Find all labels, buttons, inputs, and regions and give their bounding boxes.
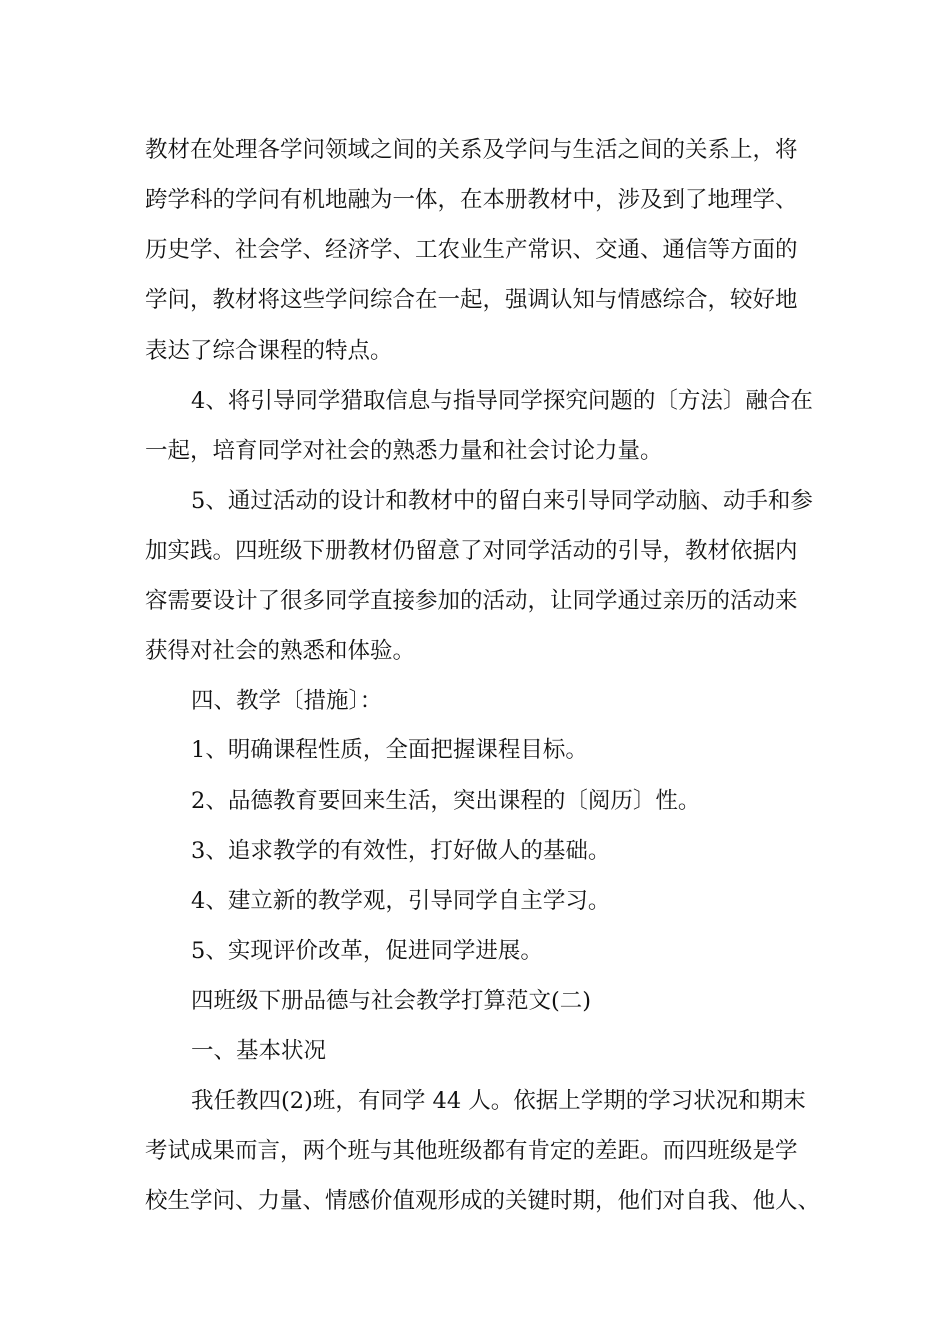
text-line: 历史学、社会学、经济学、工农业生产常识、交通、通信等方面的 [145,237,798,263]
list-item: 2、品德教育要回来生活，突出课程的〔阅历〕性。 [191,788,701,814]
section-heading: 四、教学〔措施〕： [191,688,383,714]
list-item: 1、明确课程性质，全面把握课程目标。 [191,737,588,763]
text-line: 跨学科的学问有机地融为一体，在本册教材中，涉及到了地理学、 [145,187,798,213]
text-line: 教材在处理各学问领域之间的关系及学问与生活之间的关系上，将 [145,137,798,163]
document-subtitle: 四班级下册品德与社会教学打算范文(二) [191,988,592,1014]
section-heading: 一、基本状况 [191,1038,327,1064]
text-line: 获得对社会的熟悉和体验。 [145,638,416,664]
text-line: 校生学问、力量、情感价值观形成的关键时期，他们对自我、他人、 [145,1188,821,1214]
text-line: 容需要设计了很多同学直接参加的活动，让同学通过亲历的活动来 [145,588,798,614]
text-line: 学问，教材将这些学问综合在一起，强调认知与情感综合，较好地 [145,287,798,313]
list-item: 5、实现评价改革，促进同学进展。 [191,938,543,964]
text-line: 考试成果而言，两个班与其他班级都有肯定的差距。而四班级是学 [145,1138,798,1164]
text-line: 加实践。四班级下册教材仍留意了对同学活动的引导，教材依据内 [145,538,798,564]
list-item: 3、追求教学的有效性，打好做人的基础。 [191,838,611,864]
text-line: 我任教四(2)班，有同学 44 人。依据上学期的学习状况和期末 [191,1088,806,1114]
text-line: 5、通过活动的设计和教材中的留白来引导同学动脑、动手和参 [191,488,813,514]
text-line: 一起，培育同学对社会的熟悉力量和社会讨论力量。 [145,438,663,464]
text-line: 表达了综合课程的特点。 [145,338,393,364]
text-line: 4、将引导同学猎取信息与指导同学探究问题的〔方法〕融合在 [191,388,813,414]
list-item: 4、建立新的教学观，引导同学自主学习。 [191,888,611,914]
